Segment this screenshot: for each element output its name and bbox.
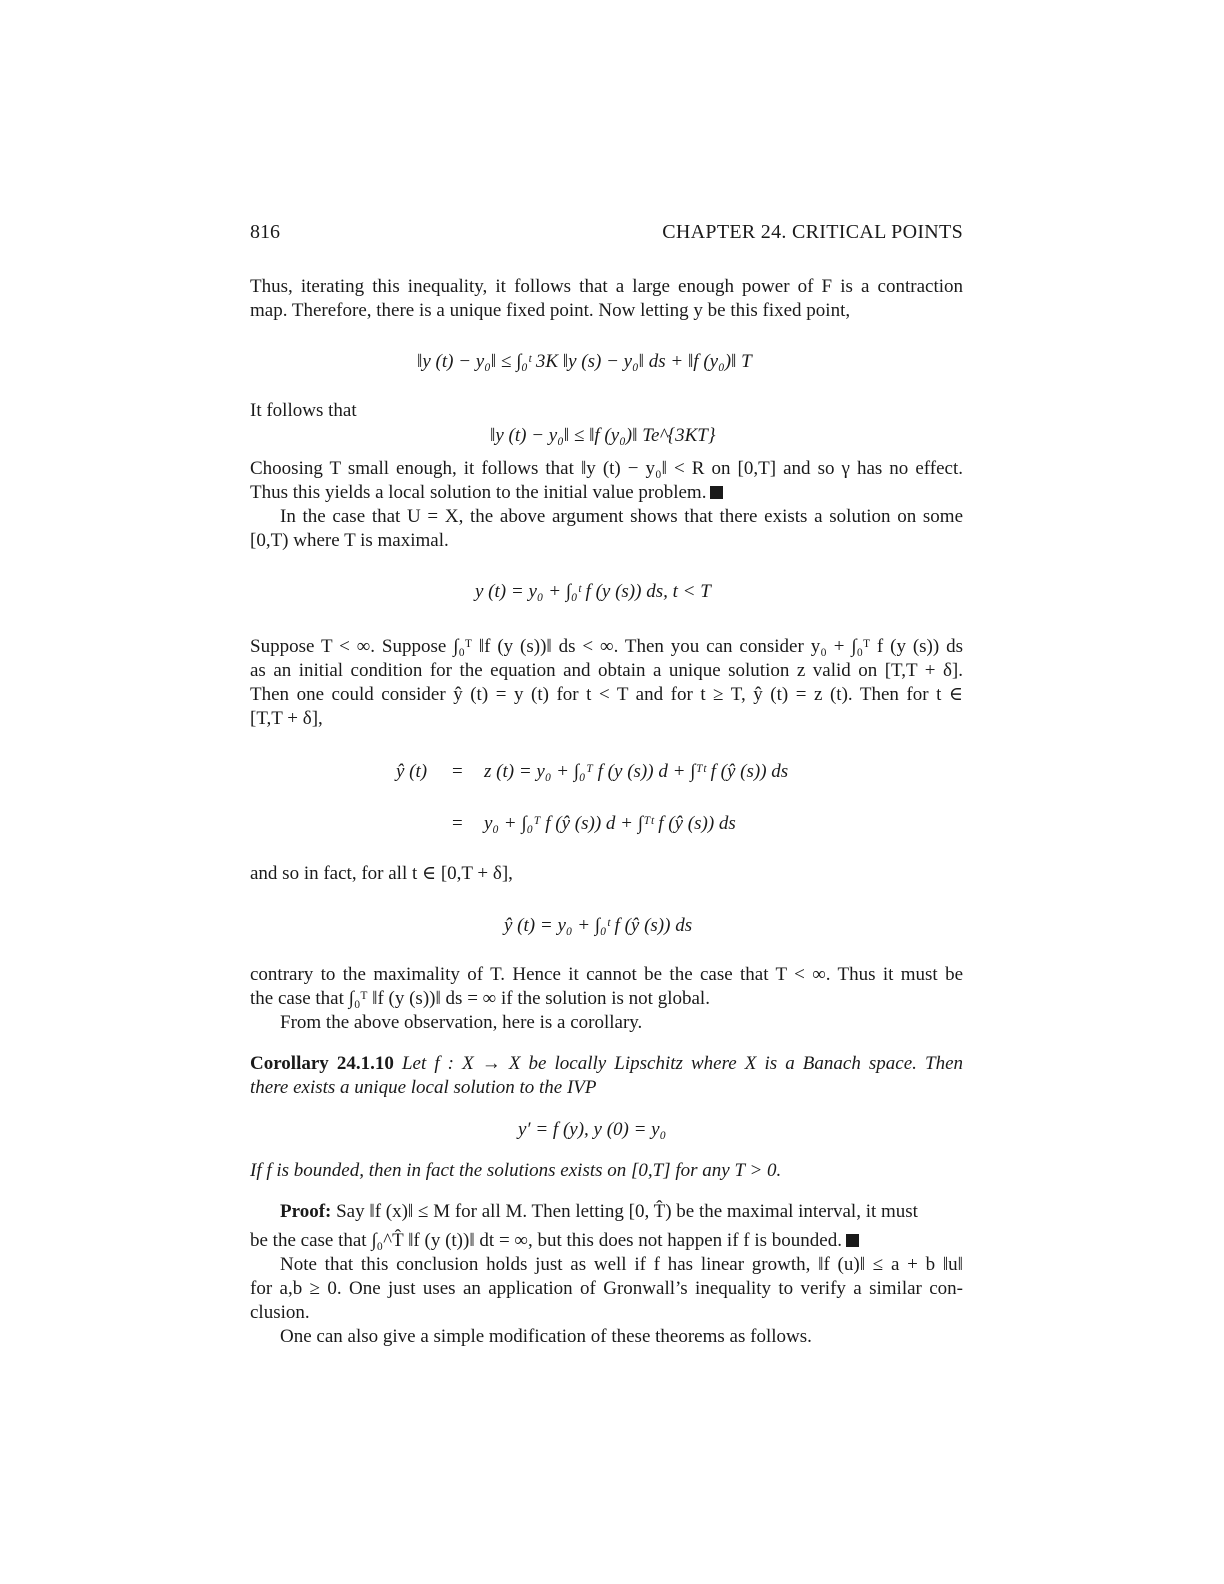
corollary-line: If f is bounded, then in fact the solutions exists on [0,T] for any T > 0. xyxy=(250,1160,782,1181)
paragraph-line: Suppose T < ∞. Suppose ∫₀ᵀ ‖f (y (s))‖ ds < ∞. Then you can consider y₀ + ∫₀ᵀ f (y (s)) ds xyxy=(250,636,963,657)
equation-rhs: y₀ + ∫₀ᵀ f (ŷ (s)) d + ∫ᵀᵗ f (ŷ (s)) ds xyxy=(484,813,736,834)
corollary-line: there exists a unique local solution to the IVP xyxy=(250,1077,597,1098)
proof-text: Say ‖f (x)‖ ≤ M for all M. Then letting [0, T̂) be the maximal interval, it must xyxy=(336,1201,918,1222)
qed-square-icon xyxy=(846,1234,859,1247)
equation-equals: = xyxy=(452,761,463,782)
paragraph-line: Thus, iterating this inequality, it follows that a large enough power of F is a contraction xyxy=(250,276,963,297)
proof-label: Proof: xyxy=(280,1201,332,1222)
paragraph-line: Choosing T small enough, it follows that ‖y (t) − y₀‖ < R on [0,T] and so γ has no effect. xyxy=(250,458,963,479)
paragraph-line: for a,b ≥ 0. One just uses an application of Gronwall’s inequality to verify a similar con- xyxy=(250,1278,963,1299)
equation: ŷ (t) = y₀ + ∫₀ᵗ f (ŷ (s)) ds xyxy=(504,915,693,936)
paragraph-line: and so in fact, for all t ∈ [0,T + δ], xyxy=(250,863,513,884)
equation: ‖y (t) − y₀‖ ≤ ∫₀ᵗ 3K ‖y (s) − y₀‖ ds + ‖f (y₀)‖ T xyxy=(417,351,752,372)
equation-rhs: z (t) = y₀ + ∫₀ᵀ f (y (s)) d + ∫ᵀᵗ f (ŷ (s)) ds xyxy=(484,761,789,782)
corollary-label: Corollary 24.1.10 xyxy=(250,1053,394,1074)
proof-line xyxy=(250,1229,963,1253)
proof-line xyxy=(280,1200,963,1224)
equation-equals: = xyxy=(452,813,463,834)
paragraph-line: In the case that U = X, the above argument shows that there exists a solution on some xyxy=(280,506,963,527)
page-number: 816 xyxy=(250,221,280,243)
paragraph-line xyxy=(250,481,963,505)
equation: ‖y (t) − y₀‖ ≤ ‖f (y₀)‖ Te^{3KT} xyxy=(490,425,716,446)
paragraph-line: the case that ∫₀ᵀ ‖f (y (s))‖ ds = ∞ if the solution is not global. xyxy=(250,988,710,1009)
corollary-text: Let f : X → X be locally Lipschitz where X is a Banach space. Then xyxy=(401,1053,963,1074)
corollary-line xyxy=(250,1052,963,1076)
paragraph-line: From the above observation, here is a corollary. xyxy=(280,1012,643,1033)
equation-lhs: ŷ (t) xyxy=(396,761,428,782)
paragraph-line: map. Therefore, there is a unique fixed point. Now letting y be this fixed point, xyxy=(250,300,851,321)
paragraph-line: Then one could consider ŷ (t) = y (t) for t < T and for t ≥ T, ŷ (t) = z (t). Then for t ∈ xyxy=(250,684,963,705)
paragraph-line: [0,T) where T is maximal. xyxy=(250,530,449,551)
paragraph-line: One can also give a simple modification of these theorems as follows. xyxy=(280,1326,812,1347)
paragraph-line: clusion. xyxy=(250,1302,310,1323)
equation: y (t) = y₀ + ∫₀ᵗ f (y (s)) ds, t < T xyxy=(475,581,711,602)
qed-square-icon xyxy=(710,486,723,499)
paragraph-line: Note that this conclusion holds just as well if f has linear growth, ‖f (u)‖ ≤ a + b ‖u‖ xyxy=(280,1254,963,1275)
paragraph-line: [T,T + δ], xyxy=(250,708,323,729)
paragraph-text: Thus this yields a local solution to the initial value problem. xyxy=(250,482,707,503)
chapter-title: CHAPTER 24. CRITICAL POINTS xyxy=(662,221,963,243)
equation: y′ = f (y), y (0) = y₀ xyxy=(518,1119,667,1140)
paragraph-line: as an initial condition for the equation and obtain a unique solution z valid on [T,T + δ]. xyxy=(250,660,963,681)
paragraph-line: contrary to the maximality of T. Hence it cannot be the case that T < ∞. Thus it must be xyxy=(250,964,963,985)
proof-text: be the case that ∫₀^T̂ ‖f (y (t))‖ dt = ∞, but this does not happen if f is bounded. xyxy=(250,1230,842,1251)
paragraph-line: It follows that xyxy=(250,400,357,421)
